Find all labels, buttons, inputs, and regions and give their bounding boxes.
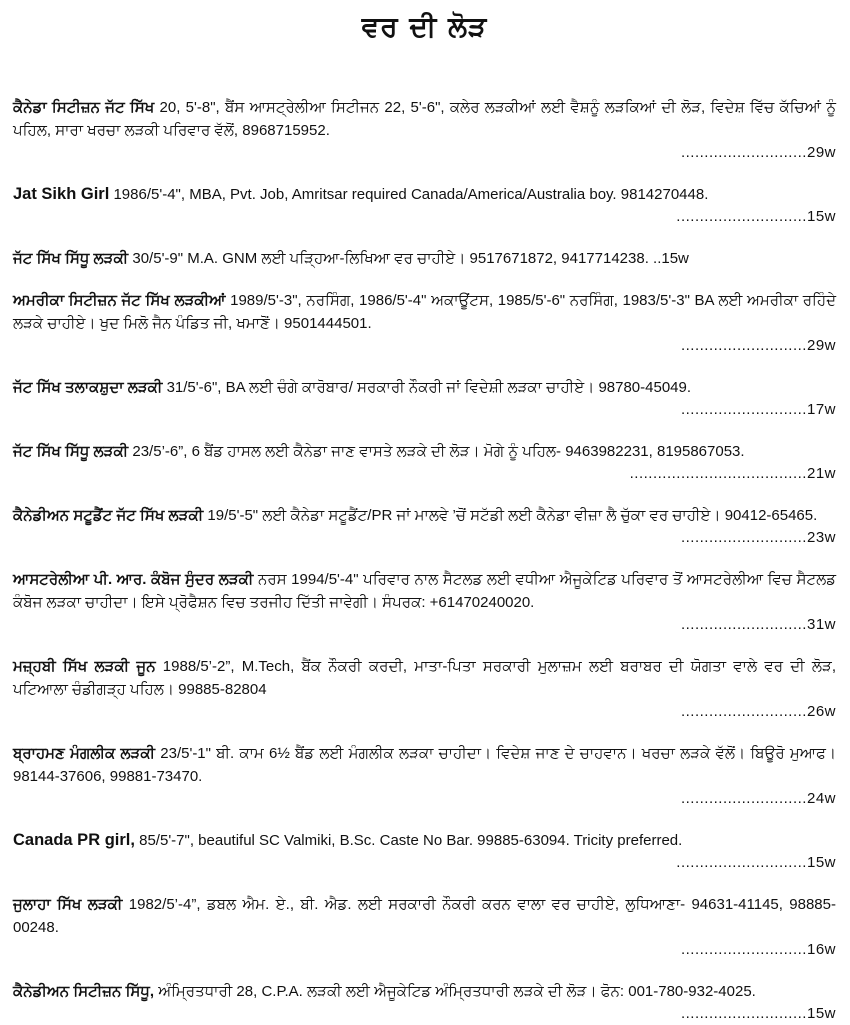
- ad-heading: ਆਸਟਰੇਲੀਆ ਪੀ. ਆਰ. ਕੰਬੋਜ ਸੁੰਦਰ ਲੜਕੀ: [13, 571, 254, 588]
- ad-body: 20, 5'-8", ਬੈਂਸ ਆਸਟ੍ਰੇਲੀਆ ਸਿਟੀਜਨ 22, 5'-6", ਕਲੇਰ ਲੜਕੀਆਂ ਲਈ ਵੈਸ਼ਨੂੰ ਲੜਕਿਆਂ ਦੀ ਲੋੜ, ਵਿਦੇਸ਼ ਵਿੱਚ ਕੱਚਿਆਂ ਨੂੰ ਪਹਿਲ, ਸਾਰਾ ਖਰਚਾ ਲੜਕੀ ਪਰਿਵਾਰ ਵੱਲੋਂ, 8968715952.: [13, 99, 836, 139]
- ad-reference: ............................15w: [676, 854, 836, 871]
- ad-heading: ਜੱਟ ਸਿੱਖ ਸਿੱਧੂ ਲੜਕੀ: [13, 443, 129, 460]
- ad-reference: ...........................26w: [680, 703, 836, 720]
- ad-item: [13, 568, 836, 636]
- ad-heading: ਕੈਨੇਡੀਅਨ ਸਿਟੀਜ਼ਨ ਸਿੱਧੂ,: [13, 983, 155, 1000]
- ad-body: ਨਰਸ 1994/5'-4" ਪਰਿਵਾਰ ਨਾਲ ਸੈਟਲਡ ਲਈ ਵਧੀਆ ਐਜੂਕੇਟਿਡ ਪਰਿਵਾਰ ਤੋਂ ਆਸਟਰੇਲੀਆ ਵਿਚ ਸੈਟਲਡ ਕੰਬੋਜ ਲੜਕਾ ਚਾਹੀਦਾ। ਇਸੇ ਪ੍ਰੋਫੈਸ਼ਨ ਵਿਚ ਤਰਜੀਹ ਦਿੱਤੀ ਜਾਵੇਗੀ। ਸੰਪਰਕ: +61470240020.: [13, 571, 836, 611]
- page-title: ਵਰ ਦੀ ਲੋੜ: [361, 10, 488, 43]
- ad-item: [13, 440, 836, 485]
- ad-item: [13, 96, 836, 164]
- ad-item: [13, 376, 836, 421]
- ad-body: 31/5'-6", BA ਲਈ ਚੰਗੇ ਕਾਰੋਬਾਰ/ ਸਰਕਾਰੀ ਨੌਕਰੀ ਜਾਂ ਵਿਦੇਸ਼ੀ ਲੜਕਾ ਚਾਹੀਏ। 98780-45049.: [162, 379, 692, 396]
- ad-item: [13, 289, 836, 357]
- ad-item: [13, 655, 836, 723]
- ad-body: 23/5’-6”, 6 ਬੈਂਡ ਹਾਸਲ ਲਈ ਕੈਨੇਡਾ ਜਾਣ ਵਾਸਤੇ ਲੜਕੇ ਦੀ ਲੋੜ। ਮੋਗੇ ਨੂੰ ਪਹਿਲ- 9463982231, 8195867053.: [128, 443, 745, 460]
- ad-body: 19/5'-5" ਲਈ ਕੈਨੇਡਾ ਸਟੂਡੈਂਟ/PR ਜਾਂ ਮਾਲਵੇ ’ਚੋਂ ਸਟੱਡੀ ਲਈ ਕੈਨੇਡਾ ਵੀਜ਼ਾ ਲੈ ਚੁੱਕਾ ਵਰ ਚਾਹੀਏ। 90412-65465.: [203, 507, 818, 524]
- ad-heading: Canada PR girl,: [13, 831, 135, 849]
- ad-item: [13, 893, 836, 961]
- ad-body: 1986/5'-4", MBA, Pvt. Job, Amritsar required Canada/America/Australia boy. 9814270448.: [109, 186, 709, 203]
- ad-reference: ...........................31w: [680, 616, 836, 633]
- ad-heading: ਬ੍ਰਾਹਮਣ ਮੰਗਲੀਕ ਲੜਕੀ: [13, 745, 156, 762]
- ad-reference: ...........................23w: [680, 529, 836, 546]
- ad-item: [13, 980, 836, 1025]
- ad-body: 1982/5’-4”, ਡਬਲ ਐਮ. ਏ., ਬੀ. ਐਡ. ਲਈ ਸਰਕਾਰੀ ਨੌਕਰੀ ਕਰਨ ਵਾਲਾ ਵਰ ਚਾਹੀਏ, ਲੁਧਿਆਣਾ- 94631-41145, 98885-00248.: [13, 896, 836, 936]
- ad-heading: Jat Sikh Girl: [13, 185, 110, 203]
- ad-heading: ਕੈਨੇਡਾ ਸਿਟੀਜ਼ਨ ਜੱਟ ਸਿੱਖ: [13, 99, 155, 116]
- ad-reference: ...........................24w: [680, 790, 836, 807]
- ad-heading: ਕੈਨੇਡੀਅਨ ਸਟੂਡੈਂਟ ਜੱਟ ਸਿੱਖ ਲੜਕੀ: [13, 507, 204, 524]
- ad-reference: ...........................16w: [680, 941, 836, 958]
- ad-reference: ...........................15w: [680, 1005, 836, 1022]
- ad-heading: ਜੱਟ ਸਿੱਖ ਤਲਾਕਸ਼ੁਦਾ ਲੜਕੀ: [13, 379, 163, 396]
- ad-body: ਅੰਮ੍ਰਿਤਧਾਰੀ 28, C.P.A. ਲੜਕੀ ਲਈ ਐਜੂਕੇਟਿਡ ਅੰਮ੍ਰਿਤਧਾਰੀ ਲੜਕੇ ਦੀ ਲੋੜ। ਫੋਨ: 001-780-932-4025.: [154, 983, 756, 1000]
- ad-item: [13, 247, 836, 270]
- ad-item: [13, 504, 836, 549]
- ad-item: [13, 742, 836, 810]
- ad-body: 1988/5’-2”, M.Tech, ਬੈਂਕ ਨੌਕਰੀ ਕਰਦੀ, ਮਾਤਾ-ਪਿਤਾ ਸਰਕਾਰੀ ਮੁਲਾਜ਼ਮ ਲਈ ਬਰਾਬਰ ਦੀ ਯੋਗਤਾ ਵਾਲੇ ਵਰ ਦੀ ਲੋੜ, ਪਟਿਆਲਾ ਚੰਡੀਗੜ੍ਹ ਪਹਿਲ। 99885-82804: [13, 658, 836, 698]
- ad-item: [13, 829, 836, 874]
- ad-reference: ......................................21w: [629, 465, 836, 482]
- ad-item: [13, 183, 836, 228]
- ad-reference: ............................15w: [676, 208, 836, 225]
- ad-heading: ਅਮਰੀਕਾ ਸਿਟੀਜ਼ਨ ਜੱਟ ਸਿੱਖ ਲੜਕੀਆਂ: [13, 292, 226, 309]
- ad-body: 30/5'-9" M.A. GNM ਲਈ ਪੜ੍ਹਿਆ-ਲਿਖਿਆ ਵਰ ਚਾਹੀਏ। 9517671872, 9417714238. ..15w: [128, 250, 689, 267]
- ad-body: 85/5'-7", beautiful SC Valmiki, B.Sc. Caste No Bar. 99885-63094. Tricity preferred.: [134, 832, 683, 849]
- ad-reference: ...........................29w: [680, 144, 836, 161]
- ad-heading: ਮਜ਼੍ਹਬੀ ਸਿੱਖ ਲੜਕੀ ਜੂਨ: [13, 658, 156, 675]
- ad-reference: ...........................29w: [680, 337, 836, 354]
- ad-heading: ਜੱਟ ਸਿੱਖ ਸਿੱਧੂ ਲੜਕੀ: [13, 250, 129, 267]
- ad-body: 23/5'-1" ਬੀ. ਕਾਮ 6½ ਬੈਂਡ ਲਈ ਮੰਗਲੀਕ ਲੜਕਾ ਚਾਹੀਦਾ। ਵਿਦੇਸ਼ ਜਾਣ ਦੇ ਚਾਹਵਾਨ। ਖਰਚਾ ਲੜਕੇ ਵੱਲੋਂ। ਬਿਊਰੋ ਮੁਆਫ। 98144-37606, 99881-73470.: [13, 745, 836, 785]
- ad-reference: ...........................17w: [680, 401, 836, 418]
- ad-body: 1989/5'-3", ਨਰਸਿੰਗ, 1986/5'-4" ਅਕਾਊਂਟਸ, 1985/5'-6" ਨਰਸਿੰਗ, 1983/5'-3" BA ਲਈ ਅਮਰੀਕਾ ਰਹਿੰਦੇ ਲੜਕੇ ਚਾਹੀਏ। ਖੁਦ ਮਿਲੋ ਜੈਨ ਪੰਡਿਤ ਜੀ, ਖਮਾਣੋਂ। 9501444501.: [13, 292, 836, 332]
- ad-heading: ਜੁਲਾਹਾ ਸਿੱਖ ਲੜਕੀ: [13, 896, 123, 913]
